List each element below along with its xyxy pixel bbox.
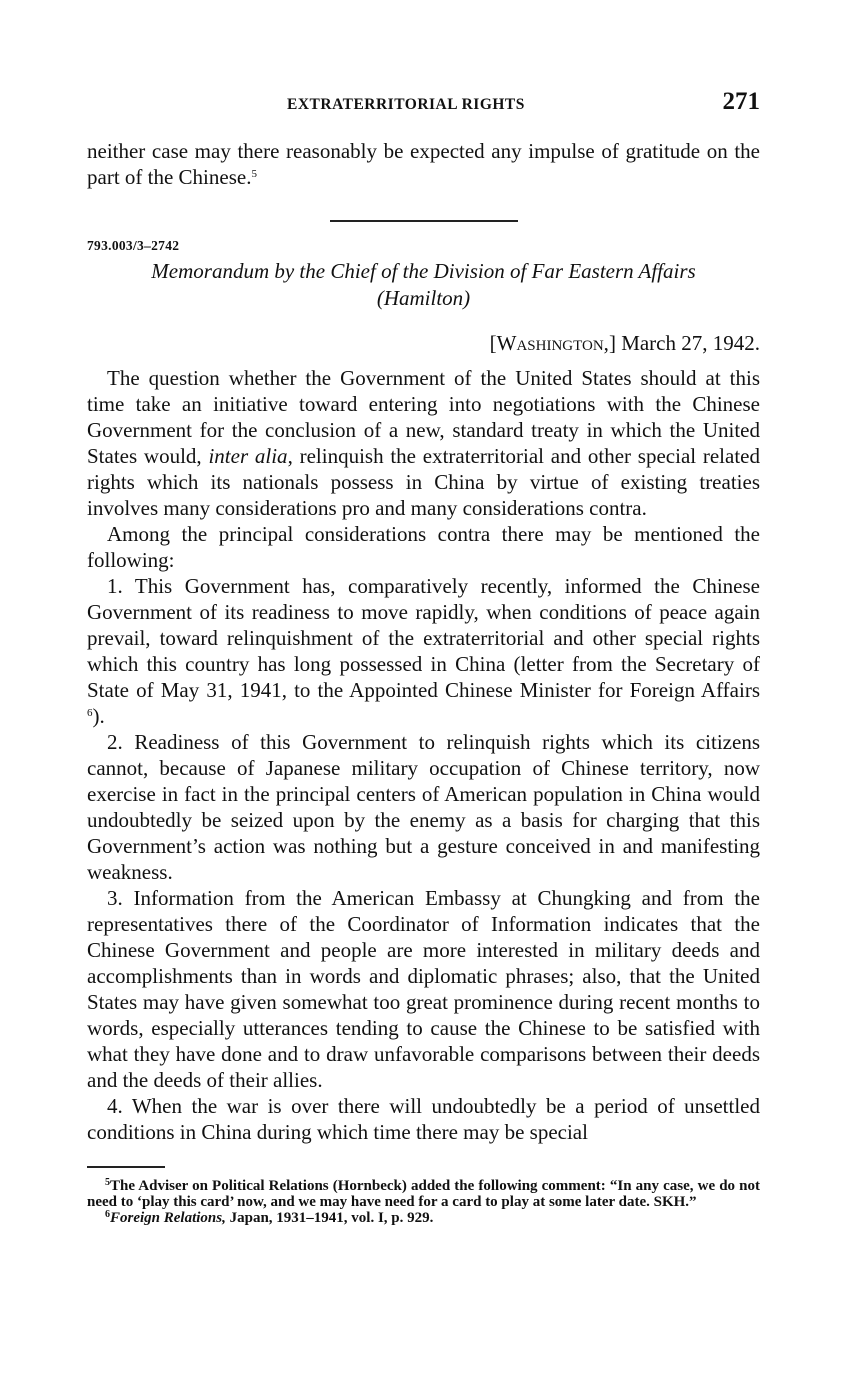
- footnote-6-source-title: Foreign Relations,: [110, 1210, 226, 1226]
- memorandum-author: (Hamilton): [376, 286, 471, 310]
- dateline-place: Washington,: [496, 331, 609, 355]
- paragraph-3: [87, 573, 760, 729]
- running-title: EXTRATERRITORIAL RIGHTS: [287, 96, 525, 113]
- paragraph-6: 4. When the war is over there will undoubtedly be a period of unsettled conditions in China during which time there may be special: [87, 1094, 760, 1144]
- paragraph-1-start: The question whether the Government of the United States should at this time take an initiative toward entering into negotiations with the Chinese Government for the conclusion of a new, standard treaty in which the United States would,: [87, 366, 760, 468]
- paragraph-4: 2. Readiness of this Government to relinquish rights which its citizens cannot, because of Japanese military occupation of Chinese territory, now exercise in fact in the principal centers of American population in China would undoubtedly be seized upon by the enemy as a basis for charging that this Government’s action was nothing but a gesture conceived in and manifesting weakness.: [87, 730, 760, 884]
- paragraph-2: Among the principal considerations contra there may be mentioned the following:: [87, 522, 760, 572]
- section-divider: [330, 220, 518, 222]
- footnote-5: [87, 1178, 760, 1210]
- continuation-text: neither case may there reasonably be expected any impulse of gratitude on the part of the Chinese.: [87, 139, 760, 189]
- dateline-date: March 27, 1942.: [621, 331, 760, 355]
- paragraph-1-latin-phrase: inter alia: [208, 444, 288, 468]
- footnote-ref-6[interactable]: 6: [87, 707, 93, 719]
- paragraph-1: [87, 365, 760, 521]
- paragraph-3-start: 1. This Government has, comparatively recently, informed the Chinese Government of its readiness to move rapidly, when conditions of peace again prevail, toward relinquishment of the extraterritorial and other special rights which this country has long possessed in China (letter from the Secretary of State of May 31, 1941, to the Appointed Chinese Minister for Foreign Affairs: [87, 574, 760, 702]
- memorandum-title: [87, 258, 760, 312]
- paragraph-3-end: ).: [92, 704, 105, 728]
- memorandum-title-text: Memorandum by the Chief of the Division of Far Eastern Affairs: [151, 259, 696, 283]
- continuation-paragraph: [87, 138, 760, 190]
- paragraph-1-end: , relinquish the extraterritorial and other special related rights which its nationals possess in China by virtue of existing treaties involves many considerations pro and many considerations contra.: [87, 444, 760, 520]
- running-header: [87, 88, 760, 122]
- footnote-5-marker: 5: [105, 1177, 110, 1188]
- footnote-6: [87, 1210, 760, 1226]
- file-number: 793.003/3–2742: [87, 238, 180, 253]
- dateline-open-bracket: [: [489, 331, 497, 355]
- paragraph-5: 3. Information from the American Embassy at Chungking and from the representatives there of the Coordinator of Information indicates that the Chinese Government and people are more interested in military deeds and accomplishments than in words and diplomatic phrases; also, that the United States may have given somewhat too great prominence during recent months to words, especially utterances tending to cause the Chinese to be satisfied with what they have done and to draw unfavorable comparisons between their deeds and the deeds of their allies.: [87, 886, 760, 1092]
- page-number: 271: [722, 88, 760, 115]
- footnote-divider: [87, 1166, 165, 1168]
- dateline: [87, 331, 760, 356]
- footnote-5-text: The Adviser on Political Relations (Hornbeck) added the following comment: “In any case, we do not need to ‘play this card’ now, and we may have need for a card to play at some later date. SKH.”: [87, 1178, 760, 1210]
- document-page: [87, 88, 760, 1226]
- footnote-6-marker: 6: [105, 1209, 110, 1220]
- footnote-ref-5[interactable]: 5: [251, 168, 257, 180]
- footnote-6-text: Japan, 1931–1941, vol. I, p. 929.: [225, 1210, 434, 1226]
- dateline-close-bracket: ]: [608, 331, 616, 355]
